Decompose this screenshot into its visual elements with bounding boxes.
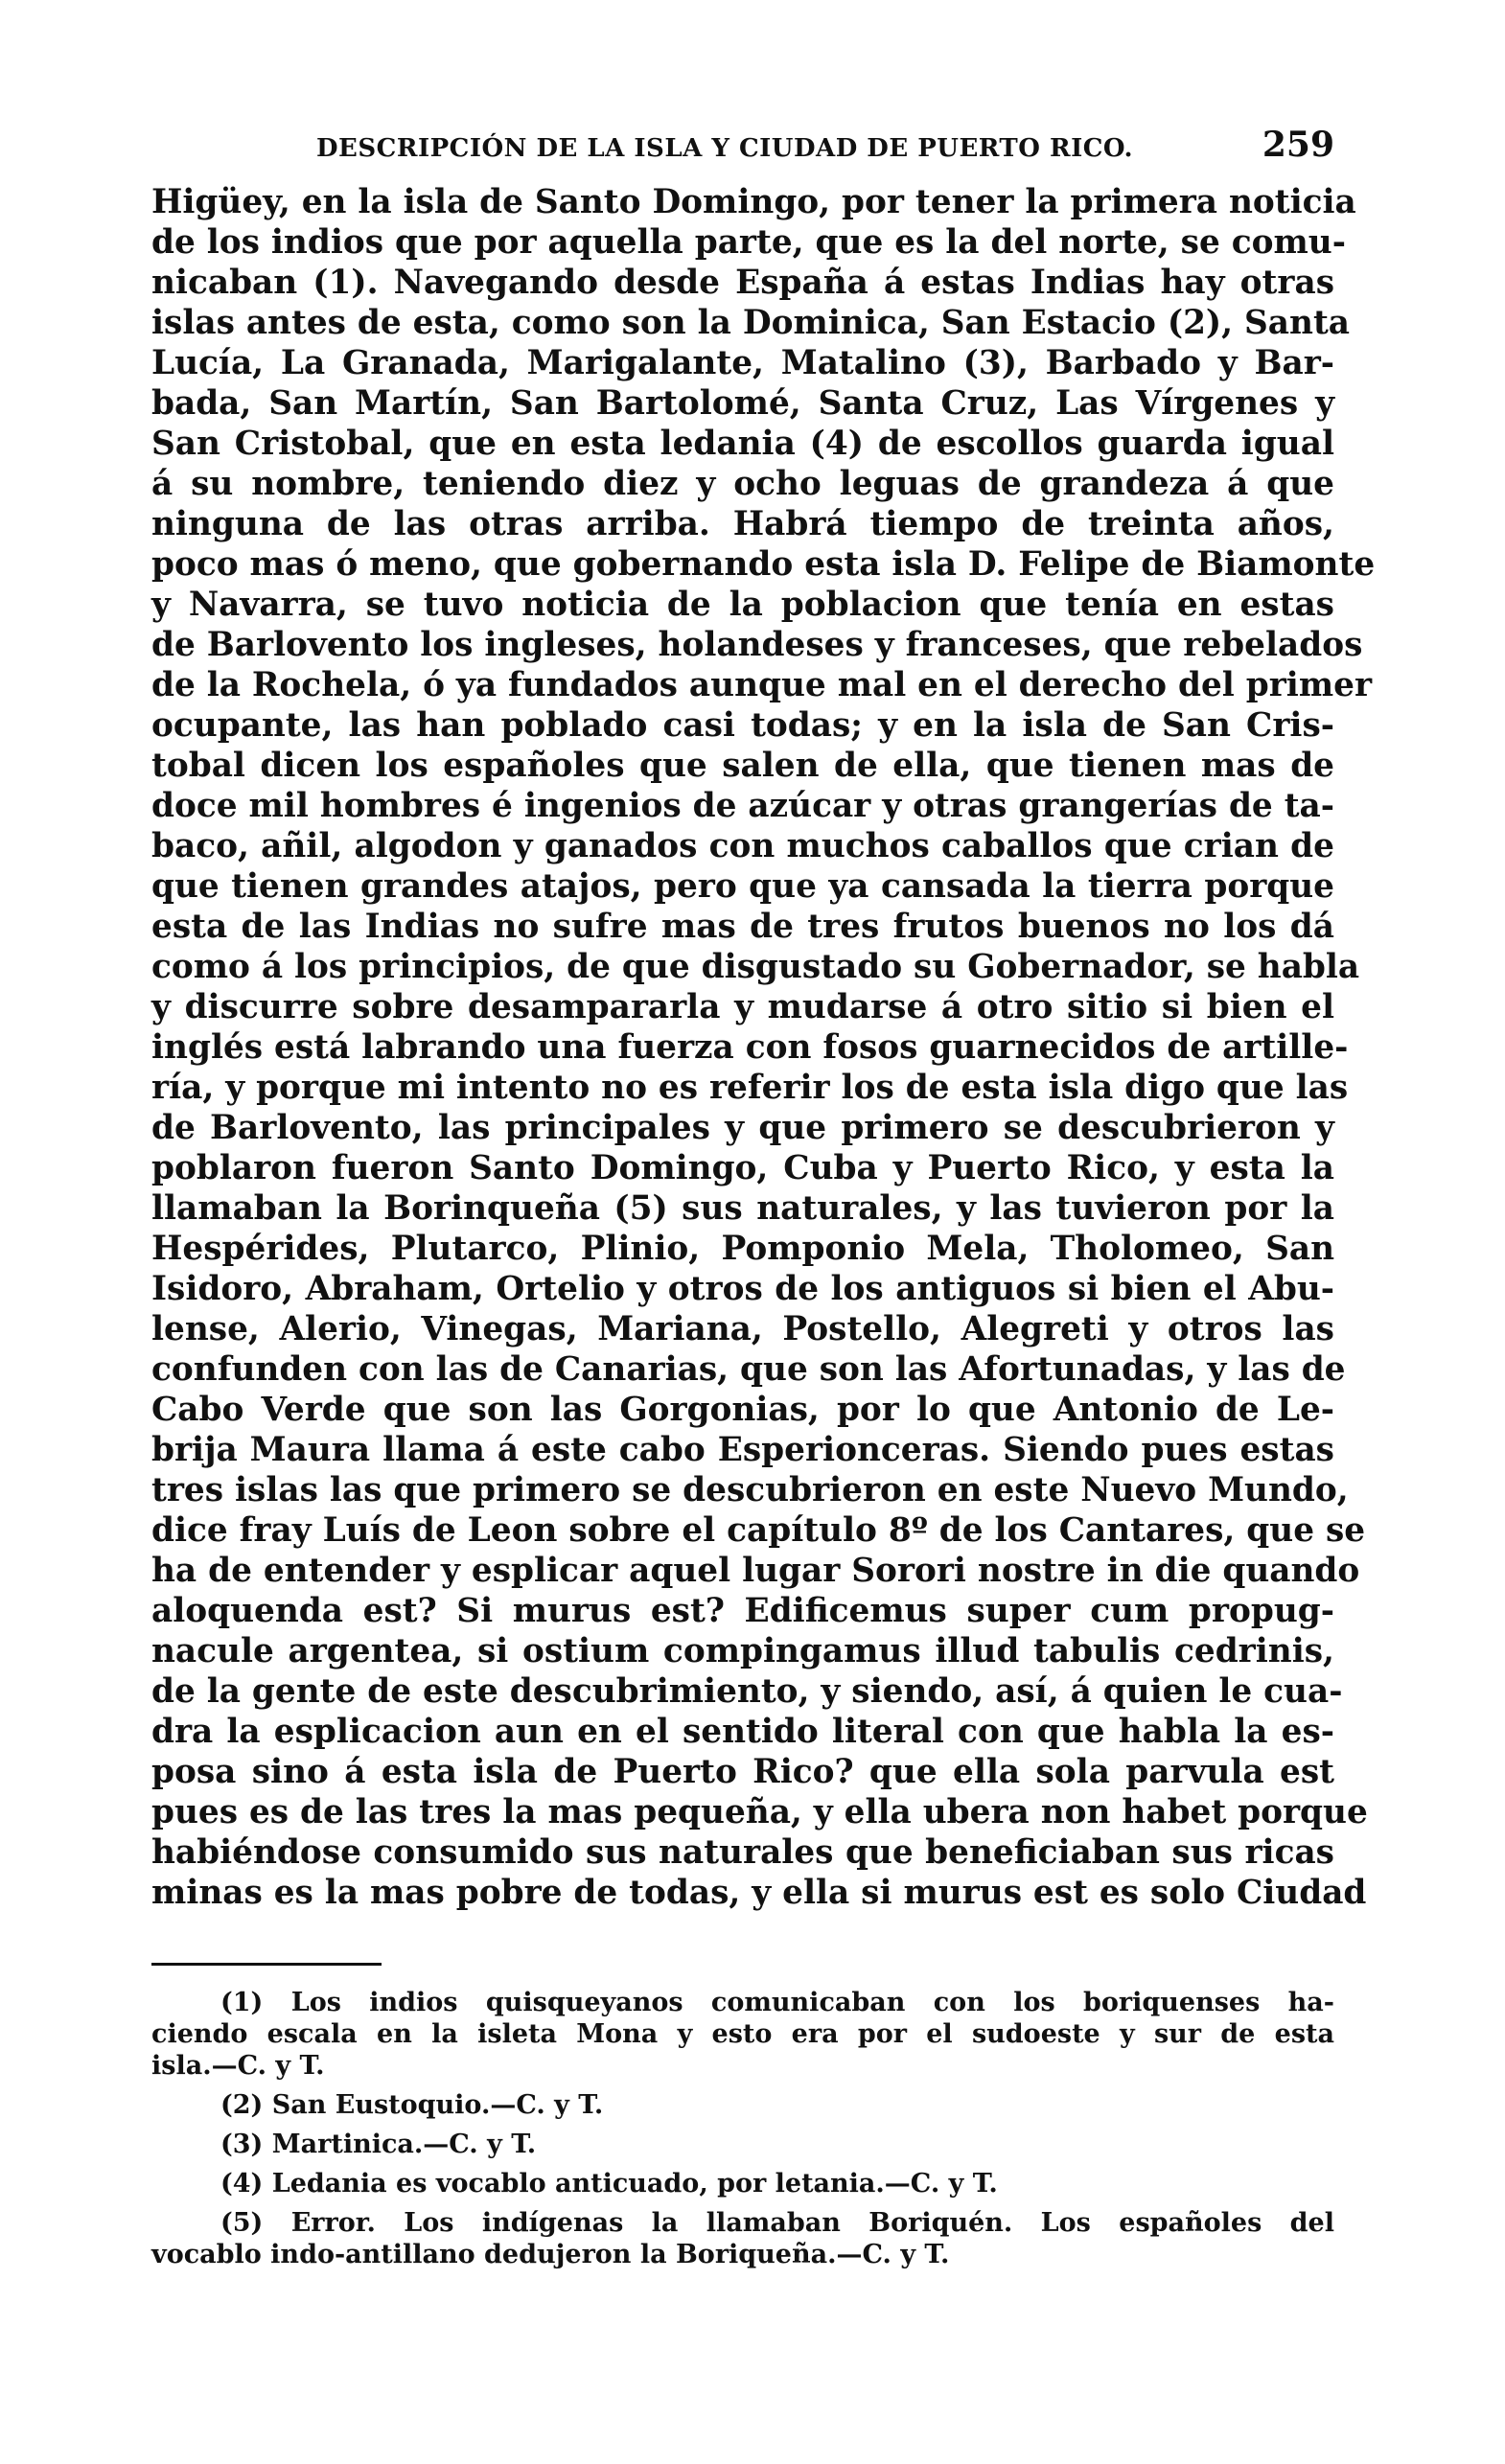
text-line: pues es de las tres la mas pequeña, y ella ubera non habet porque xyxy=(151,1793,1368,1831)
text-line: lense, Alerio, Vinegas, Mariana, Postello, Alegreti y otros las xyxy=(151,1310,1334,1348)
footnote-5 xyxy=(151,2207,1334,2270)
text-line: ha de entender y esplicar aquel lugar Sorori nostre in die quando xyxy=(151,1552,1360,1590)
text-line: dice fray Luís de Leon sobre el capítulo 8º de los Cantares, que se xyxy=(151,1511,1366,1550)
text-line: brija Maura llama á este cabo Esperionceras. Siendo pues estas xyxy=(151,1431,1334,1469)
footnote-1 xyxy=(151,1987,1334,2082)
text-line: esta de las Indias no sufre mas de tres frutos buenos no los dá xyxy=(151,908,1334,946)
text-line: de la gente de este descubrimiento, y siendo, así, á quien le cua- xyxy=(151,1672,1343,1711)
footnote-line: ciendo escala en la isleta Mona y esto era por el sudoeste y sur de esta xyxy=(151,2019,1334,2049)
text-line: doce mil hombres é ingenios de azúcar y otras grangerías de ta- xyxy=(151,787,1334,825)
footnote-gap xyxy=(151,2199,1334,2207)
footnote-line: vocablo indo-antillano dedujeron la Boriqueña.—C. y T. xyxy=(151,2240,950,2269)
footnotes xyxy=(151,1987,1334,2270)
text-line: minas es la mas pobre de todas, y ella si murus est es solo Ciudad xyxy=(151,1874,1367,1912)
page-number: 259 xyxy=(1262,125,1334,165)
footnote-line: (5) Error. Los indígenas la llamaban Boriquén. Los españoles del xyxy=(220,2208,1334,2238)
text-line: San Cristobal, que en esta ledania (4) de escollos guarda igual xyxy=(151,425,1334,463)
text-line: tobal dicen los españoles que salen de ella, que tienen mas de xyxy=(151,747,1334,785)
text-line: llamaban la Borinqueña (5) sus naturales, y las tuvieron por la xyxy=(151,1189,1334,1228)
text-line: Cabo Verde que son las Gorgonias, por lo que Antonio de Le- xyxy=(151,1391,1334,1429)
text-line: y Navarra, se tuvo noticia de la poblacion que tenía en estas xyxy=(151,586,1334,624)
text-line: de los indios que por aquella parte, que es la del norte, se comu- xyxy=(151,223,1346,262)
text-line: poblaron fueron Santo Domingo, Cuba y Puerto Rico, y esta la xyxy=(151,1149,1334,1187)
text-line: inglés está labrando una fuerza con fosos guarnecidos de artille- xyxy=(151,1028,1349,1067)
text-line: posa sino á esta isla de Puerto Rico? que ella sola parvula est xyxy=(151,1753,1334,1791)
text-line: que tienen grandes atajos, pero que ya cansada la tierra porque xyxy=(151,867,1334,906)
text-line: ninguna de las otras arriba. Habrá tiempo de treinta años, xyxy=(151,505,1334,543)
text-line: baco, añil, algodon y ganados con muchos caballos que crian de xyxy=(151,827,1334,865)
footnote-gap xyxy=(151,2121,1334,2129)
text-line: á su nombre, teniendo diez y ocho leguas de grandeza á que xyxy=(151,465,1334,503)
body-text xyxy=(151,182,1376,1913)
text-line: confunden con las de Canarias, que son las Afortunadas, y las de xyxy=(151,1350,1346,1389)
footnote-gap xyxy=(151,2082,1334,2089)
footnote-line: (3) Martinica.—C. y T. xyxy=(220,2130,537,2159)
footnote-gap xyxy=(151,2160,1334,2168)
text-line: dra la esplicacion aun en el sentido literal con que habla la es- xyxy=(151,1713,1334,1751)
book-page xyxy=(151,125,1376,2270)
footnote-rule xyxy=(151,1963,382,1966)
text-line: bada, San Martín, San Bartolomé, Santa Cruz, Las Vírgenes y xyxy=(151,384,1334,423)
text-line: tres islas las que primero se descubrieron en este Nuevo Mundo, xyxy=(151,1471,1349,1509)
text-line: ocupante, las han poblado casi todas; y en la isla de San Cris- xyxy=(151,706,1334,745)
running-title: DESCRIPCIÓN DE LA ISLA Y CIUDAD DE PUERTO RICO. xyxy=(316,134,1134,163)
footnote-line: (4) Ledania es vocablo anticuado, por letania.—C. y T. xyxy=(220,2169,998,2199)
text-line: Higüey, en la isla de Santo Domingo, por tener la primera noticia xyxy=(151,183,1356,221)
running-head xyxy=(316,125,1334,176)
footnote-2 xyxy=(151,2089,1334,2121)
text-line: nacule argentea, si ostium compingamus illud tabulis cedrinis, xyxy=(151,1632,1334,1670)
text-line: poco mas ó meno, que gobernando esta isla D. Felipe de Biamonte xyxy=(151,545,1376,584)
footnote-line: (2) San Eustoquio.—C. y T. xyxy=(220,2090,604,2120)
text-line: de la Rochela, ó ya fundados aunque mal en el derecho del primer xyxy=(151,666,1373,704)
text-line: habiéndose consumido sus naturales que beneficiaban sus ricas xyxy=(151,1833,1334,1872)
text-line: ría, y porque mi intento no es referir los de esta isla digo que las xyxy=(151,1069,1349,1107)
text-line: aloquenda est? Si murus est? Edificemus super cum propug- xyxy=(151,1592,1334,1630)
text-line: Isidoro, Abraham, Ortelio y otros de los antiguos si bien el Abu- xyxy=(151,1270,1334,1308)
text-line: nicaban (1). Navegando desde España á estas Indias hay otras xyxy=(151,264,1334,302)
footnote-line: (1) Los indios quisqueyanos comunicaban con los boriquenses ha- xyxy=(220,1988,1334,2017)
text-line: de Barlovento los ingleses, holandeses y franceses, que rebelados xyxy=(151,626,1363,664)
text-line: Hespérides, Plutarco, Plinio, Pomponio Mela, Tholomeo, San xyxy=(151,1230,1334,1268)
footnote-3 xyxy=(151,2129,1334,2160)
footnote-line: isla.—C. y T. xyxy=(151,2051,325,2081)
text-line: islas antes de esta, como son la Dominica, San Estacio (2), Santa xyxy=(151,304,1351,342)
footnote-4 xyxy=(151,2168,1334,2199)
text-line: y discurre sobre desampararla y mudarse á otro sitio si bien el xyxy=(151,988,1334,1026)
text-line: Lucía, La Granada, Marigalante, Matalino (3), Barbado y Bar- xyxy=(151,344,1334,382)
text-line: de Barlovento, las principales y que primero se descubrieron y xyxy=(151,1109,1334,1147)
text-line: como á los principios, de que disgustado su Gobernador, se habla xyxy=(151,948,1360,986)
